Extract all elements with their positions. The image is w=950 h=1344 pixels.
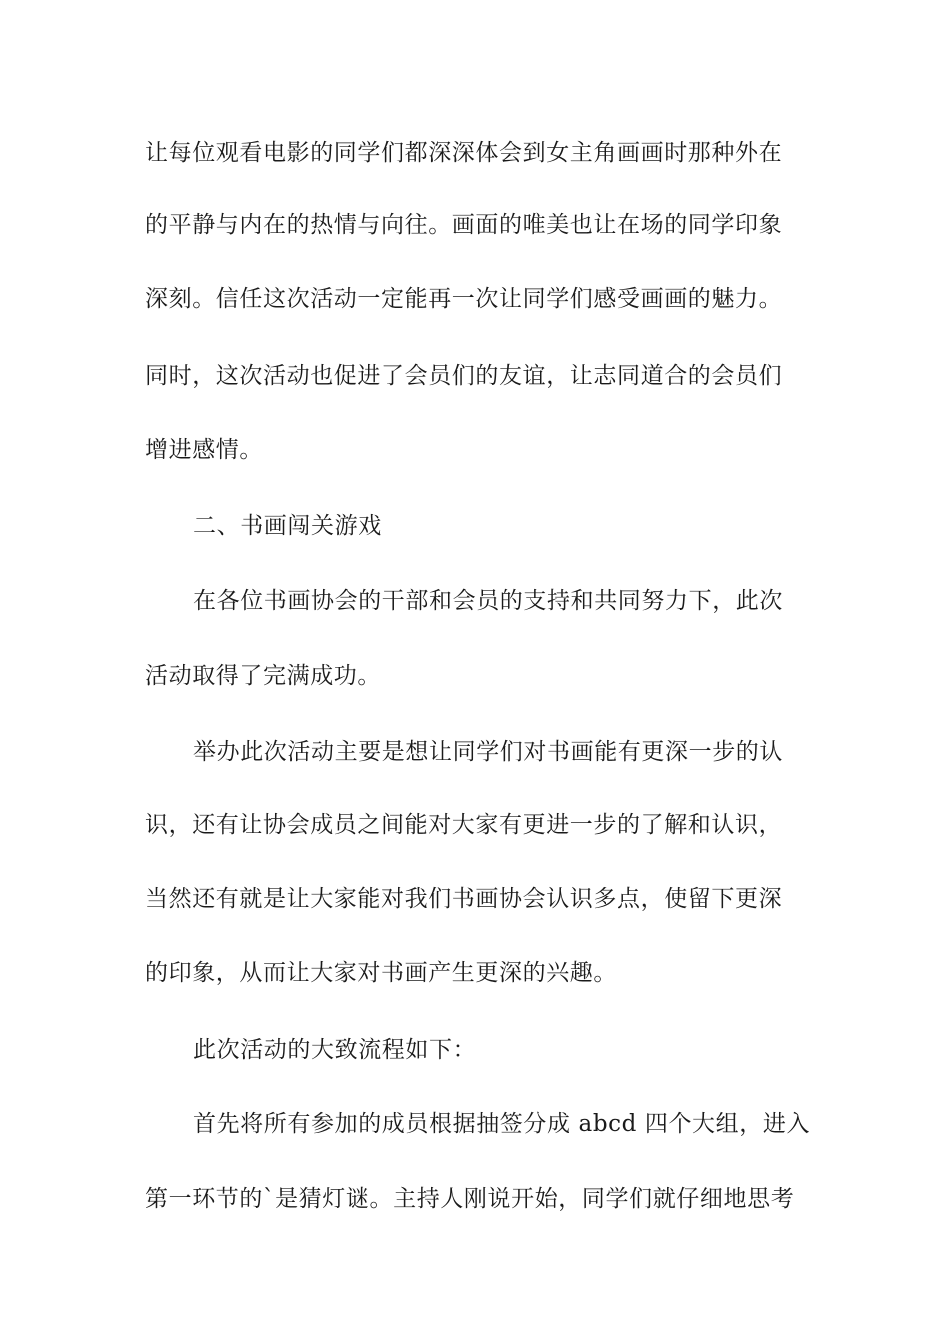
- paragraph-line: 的印象，从而让大家对书画产生更深的兴趣。: [145, 960, 617, 986]
- paragraph-line: 第一环节的`是猜灯谜。主持人刚说开始，同学们就仔细地思考: [145, 1186, 795, 1212]
- paragraph-line: 在各位书画协会的干部和会员的支持和共同努力下，此次: [193, 588, 783, 614]
- paragraph-line: 首先将所有参加的成员根据抽签分成 abcd 四个大组，进入: [193, 1111, 811, 1137]
- paragraph-line: 深刻。信任这次活动一定能再一次让同学们感受画画的魅力。: [145, 286, 783, 312]
- section-heading: 二、书画闯关游戏: [193, 513, 382, 539]
- paragraph-line: 识，还有让协会成员之间能对大家有更进一步的了解和认识，: [145, 812, 783, 838]
- paragraph-line: 增进感情。: [145, 437, 263, 463]
- paragraph-line: 当然还有就是让大家能对我们书画协会认识多点，使留下更深: [145, 886, 783, 912]
- paragraph-line: 此次活动的大致流程如下：: [193, 1037, 477, 1063]
- paragraph-line: 让每位观看电影的同学们都深深体会到女主角画画时那种外在: [145, 140, 783, 166]
- paragraph-line: 的平静与内在的热情与向往。画面的唯美也让在场的同学印象: [145, 212, 783, 238]
- paragraph-line: 同时，这次活动也促进了会员们的友谊，让志同道合的会员们: [145, 363, 783, 389]
- paragraph-line: 举办此次活动主要是想让同学们对书画能有更深一步的认: [193, 739, 783, 765]
- paragraph-line: 活动取得了完满成功。: [145, 663, 381, 689]
